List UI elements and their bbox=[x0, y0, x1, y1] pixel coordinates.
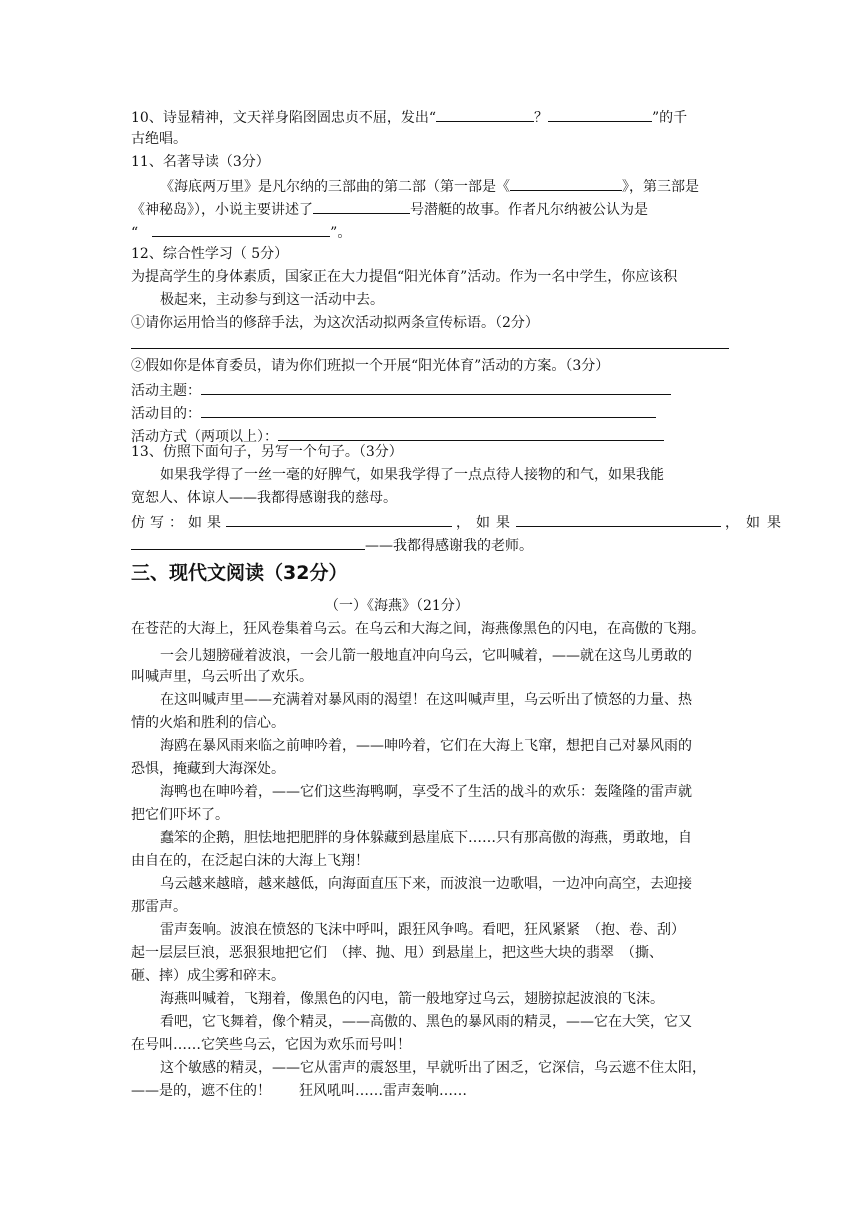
passage-line: 砸、摔）成尘雾和碎末。 bbox=[131, 968, 285, 984]
passage-line: 情的火焰和胜利的信心。 bbox=[131, 715, 285, 731]
q12-purpose-row: 活动目的： bbox=[131, 402, 656, 424]
q13-example-line1: 如果我学得了一丝一毫的好脾气，如果我学得了一点点待人接物的和气，如果我能 bbox=[160, 467, 664, 483]
q13-example-line2: 宽恕人、体谅人——我都得感谢我的慈母。 bbox=[131, 490, 397, 506]
passage-line: 海鸥在暴风雨来临之前呻吟着，——呻吟着，它们在大海上飞窜，想把自己对暴风雨的 bbox=[160, 738, 692, 754]
passage-line: 那雷声。 bbox=[131, 899, 187, 915]
q13-blank-3[interactable] bbox=[131, 534, 365, 550]
passage-line: 海鸭也在呻吟着，——它们这些海鸭啊，享受不了生活的战斗的欢乐：轰隆隆的雷声就 bbox=[160, 784, 692, 800]
passage-line: 由自在的，在泛起白沫的大海上飞翔！ bbox=[131, 853, 369, 869]
section-heading: 三、现代文阅读（32分） bbox=[131, 562, 348, 584]
passage-line: 在号叫……它笑些乌云，它因为欢乐而号叫！ bbox=[131, 1037, 411, 1053]
passage-line: 乌云越来越暗，越来越低，向海面直压下来，而波浪一边歌唱，一边冲向高空，去迎接 bbox=[160, 876, 692, 892]
passage-line: 这个敏感的精灵，——它从雷声的震怒里，早就听出了困乏，它深信，乌云遮不住太阳， bbox=[160, 1060, 706, 1076]
q13-title: 13、仿照下面句子，另写一个句子。（3分） bbox=[131, 444, 403, 460]
q10-line2: 古绝唱。 bbox=[131, 131, 187, 147]
q12-sub1: ①请你运用恰当的修辞手法，为这次活动拟两条宣传标语。（2分） bbox=[131, 315, 539, 331]
passage-line: 看吧，它飞舞着，像个精灵，——高傲的、黑色的暴风雨的精灵，——它在大笑，它又 bbox=[160, 1014, 692, 1030]
passage-line: 把它们吓坏了。 bbox=[131, 807, 229, 823]
q10-line1: 10、诗显精神，文天祥身陷囹圄忠贞不屈，发出“ ？ ”的千 bbox=[131, 106, 687, 128]
passage-line: 在这叫喊声里——充满着对暴风雨的渴望！在这叫喊声里，乌云听出了愤怒的力量、热 bbox=[160, 692, 692, 708]
q12-purpose-blank[interactable] bbox=[201, 402, 656, 418]
q12-theme-row: 活动主题： bbox=[131, 379, 671, 401]
q10-blank-1[interactable] bbox=[436, 106, 534, 122]
q11-blank-submarine[interactable] bbox=[313, 198, 410, 214]
passage-line: 起一层层巨浪，恶狠狠地把它们 （摔、抛、甩）到悬崖上，把这些大块的翡翠 （撕、 bbox=[131, 945, 663, 961]
q11-line3: “ ”。 bbox=[131, 221, 351, 243]
q11-line1: 《海底两万里》是凡尔纳的三部曲的第二部（第一部是《 》，第三部是 bbox=[160, 175, 699, 197]
q11-blank-title[interactable] bbox=[152, 221, 330, 237]
q12-method-blank[interactable] bbox=[278, 425, 664, 441]
passage-line: 海燕叫喊着，飞翔着，像黑色的闪电，箭一般地穿过乌云，翅膀掠起波浪的飞沫。 bbox=[160, 991, 664, 1007]
q13-imitation-line1: 仿写：如果 ，如果 ，如果 bbox=[131, 511, 788, 533]
passage-line: ——是的，遮不住的！ 狂风吼叫……雷声轰响…… bbox=[131, 1083, 467, 1099]
q13-blank-1[interactable] bbox=[226, 511, 452, 527]
q12-sub2: ②假如你是体育委员，请为你们班拟一个开展“阳光体育”活动的方案。（3分） bbox=[131, 358, 610, 374]
q10-blank-2[interactable] bbox=[548, 106, 652, 122]
q12-intro-line1: 为提高学生的身体素质，国家正在大力提倡“阳光体育”活动。作为一名中学生，你应该积 bbox=[131, 269, 678, 285]
q12-intro-line2: 极起来，主动参与到这一活动中去。 bbox=[160, 292, 384, 308]
passage-line: 雷声轰响。波浪在愤怒的飞沫中呼叫，跟狂风争鸣。看吧，狂风紧紧 （抱、卷、刮） bbox=[160, 922, 685, 938]
passage-line: 蠢笨的企鹅，胆怯地把肥胖的身体躲藏到悬崖底下……只有那高傲的海燕，勇敢地，自 bbox=[160, 830, 692, 846]
q13-imitation-line2: ——我都得感谢我的老师。 bbox=[131, 534, 533, 556]
q12-method-row: 活动方式（两项以上）： bbox=[131, 425, 664, 447]
q12-title: 12、综合性学习（ 5分） bbox=[131, 246, 289, 262]
q11-title: 11、名著导读（3分） bbox=[131, 154, 270, 170]
q12-slogan-answer-line[interactable] bbox=[131, 348, 729, 349]
passage-line: 恐惧，掩藏到大海深处。 bbox=[131, 761, 285, 777]
passage-title: （一）《海燕》（21分） bbox=[325, 598, 469, 614]
passage-line: 在苍茫的大海上，狂风卷集着乌云。在乌云和大海之间，海燕像黑色的闪电，在高傲的飞翔。 bbox=[131, 621, 705, 637]
passage-line: 叫喊声里，乌云听出了欢乐。 bbox=[131, 669, 313, 685]
q13-blank-2[interactable] bbox=[516, 511, 721, 527]
q12-theme-blank[interactable] bbox=[201, 379, 671, 395]
passage-line: 一会儿翅膀碰着波浪，一会儿箭一般地直冲向乌云，它叫喊着，——就在这鸟儿勇敢的 bbox=[160, 648, 692, 664]
q11-line2: 《神秘岛》），小说主要讲述了 号潜艇的故事。作者凡尔纳被公认为是 bbox=[131, 198, 648, 220]
q11-blank-first-book[interactable] bbox=[510, 175, 622, 191]
